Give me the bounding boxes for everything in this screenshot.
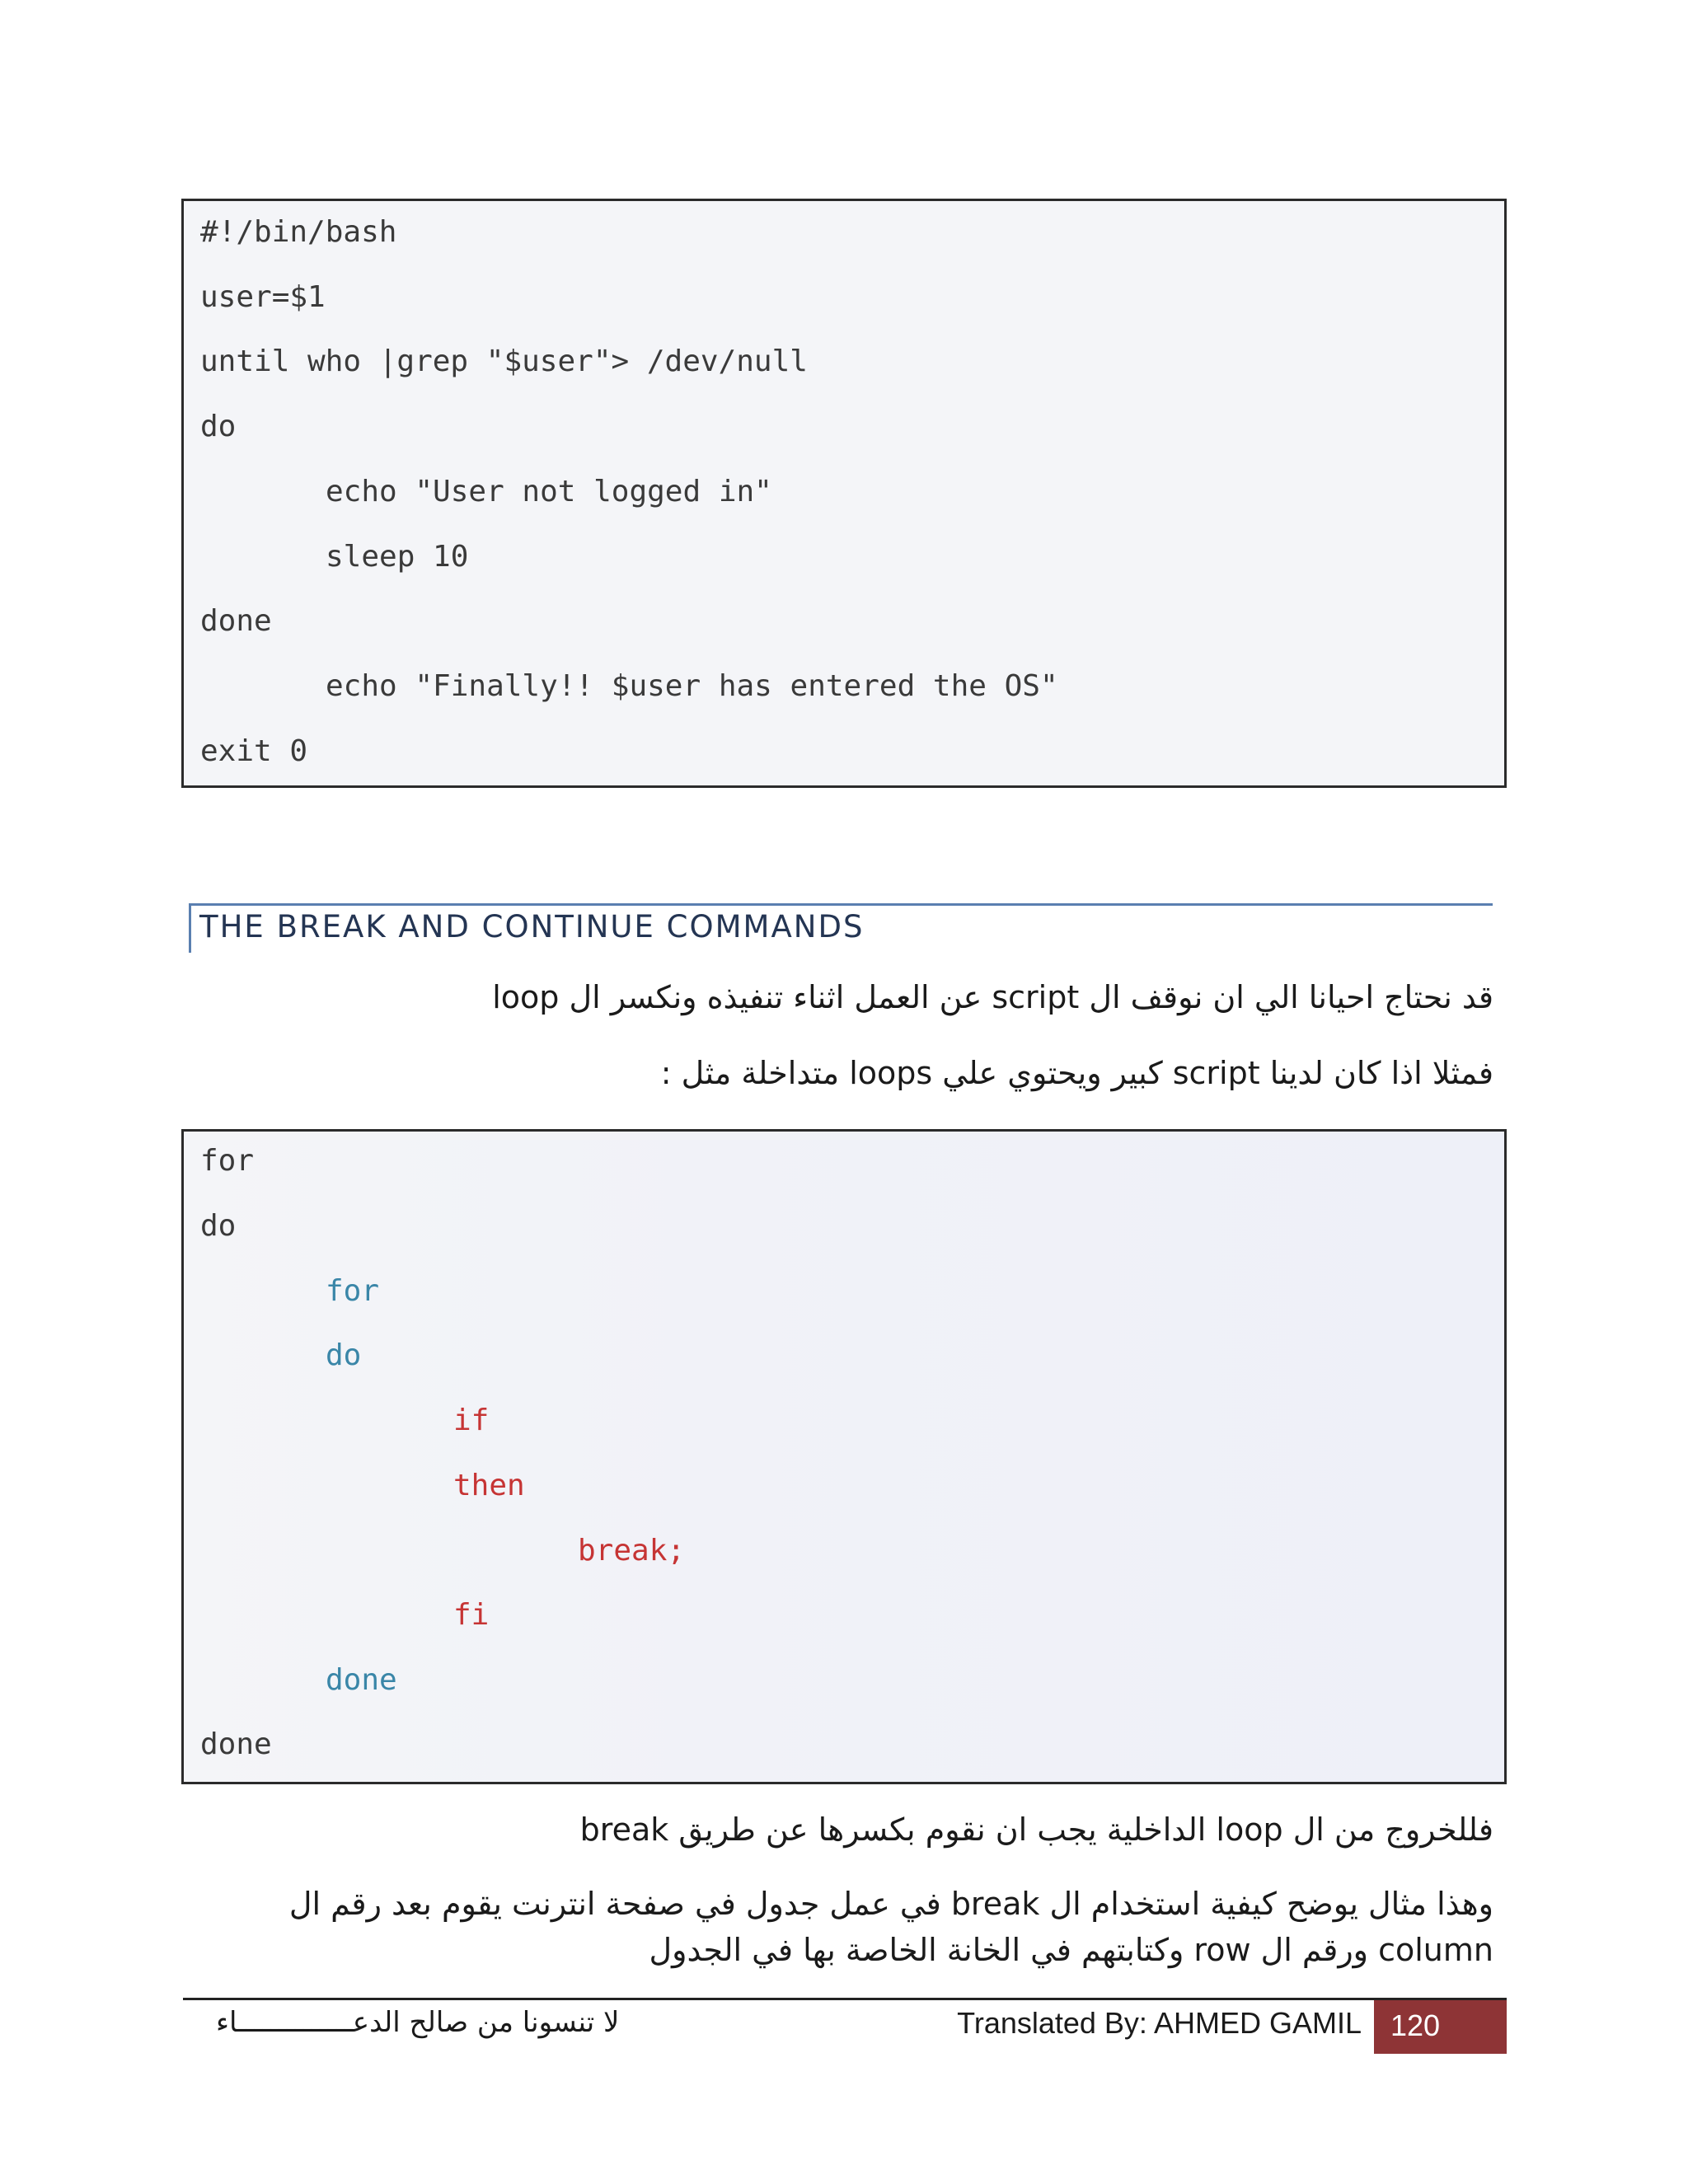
code-line: until who |grep "$user"> /dev/null: [200, 344, 808, 378]
code-line: echo "User not logged in": [326, 475, 772, 509]
code-line: then: [453, 1469, 525, 1502]
page-number-box: [1374, 2000, 1507, 2054]
code-line: break;: [578, 1534, 686, 1568]
code-line: echo "Finally!! $user has entered the OS": [326, 669, 1058, 703]
code-line: done: [200, 1727, 272, 1761]
paragraph-1: قد نحتاج احيانا الي ان نوقف ال script عن العمل اثناء تنفيذه ونكسر ال loop: [492, 979, 1493, 1015]
footer-dedication: لا تنسونا من صالح الدعــــــــــــــاء: [216, 2006, 620, 2039]
code-line: done: [200, 604, 272, 638]
paragraph-2: فمثلا اذا كان لدينا script كبير ويحتوي علي loops متداخلة مثل :: [660, 1055, 1493, 1091]
footer-credit: Translated By: AHMED GAMIL: [957, 2006, 1362, 2040]
code-line: do: [200, 410, 237, 443]
section-heading: [189, 903, 1493, 953]
page-number: 120: [1390, 2008, 1441, 2042]
footer-divider: [183, 1998, 1507, 2000]
code-line: exit 0: [200, 734, 308, 768]
code-line: user=$1: [200, 280, 326, 314]
code-line: if: [453, 1404, 490, 1437]
section-heading-text: THE BREAK AND CONTINUE COMMANDS: [199, 909, 865, 944]
paragraph-3: فللخروج من ال loop الداخلية يجب ان نقوم بكسرها عن طريق break: [579, 1811, 1493, 1848]
code-block-1: [181, 199, 1507, 788]
code-line: do: [326, 1338, 362, 1372]
code-line: done: [326, 1663, 397, 1697]
code-block-2: [181, 1129, 1507, 1784]
code-line: for: [200, 1144, 255, 1178]
code-line: fi: [453, 1598, 490, 1632]
paragraph-4: وهذا مثال يوضح كيفية استخدام ال break في عمل جدول في صفحة انترنت يقوم بعد رقم ال column ورقم ال row وكتابتهم في الخانة الخاصة بها في الجدول: [288, 1886, 1493, 1968]
code-line: #!/bin/bash: [200, 215, 397, 249]
code-line: do: [200, 1209, 237, 1243]
code-line: sleep 10: [326, 540, 469, 574]
code-line: for: [326, 1274, 380, 1308]
